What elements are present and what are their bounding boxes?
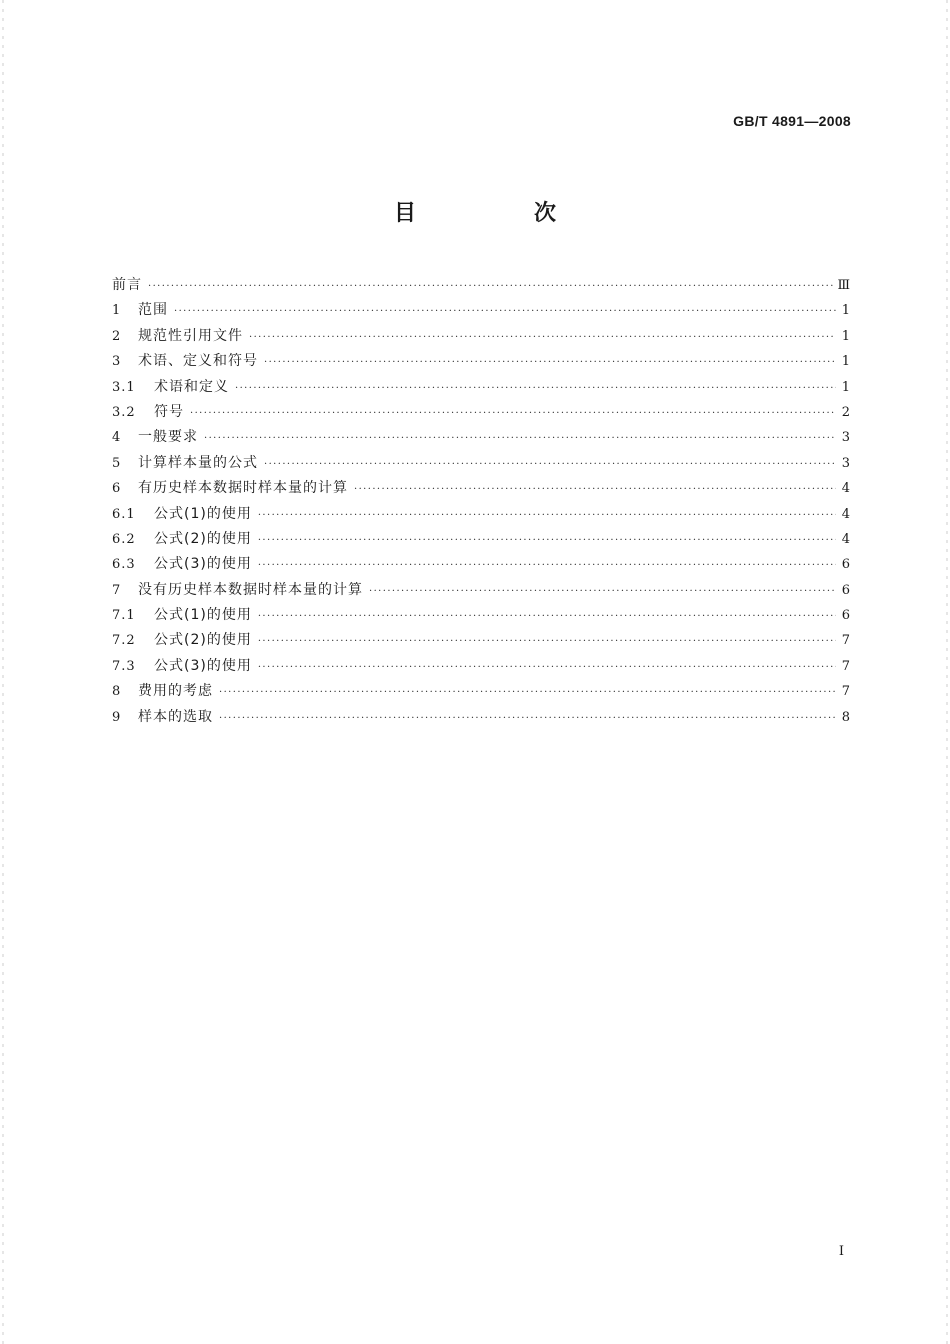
- toc-entry-7-3[interactable]: [112, 654, 850, 679]
- toc-entry-6-1[interactable]: [112, 502, 850, 527]
- toc-entry-title: 公式(2)的使用: [154, 530, 252, 547]
- toc-entry-page: 7: [841, 633, 850, 649]
- toc-dot-leader: [258, 528, 836, 553]
- toc-entry-number: 5: [112, 455, 122, 471]
- toc-entry-number: 7.2: [112, 633, 136, 649]
- toc-entry-title: 公式(1)的使用: [154, 505, 252, 522]
- toc-entry-9[interactable]: [112, 705, 850, 730]
- toc-entry-title: 公式(3)的使用: [154, 657, 252, 674]
- toc-dot-leader: [369, 579, 836, 604]
- toc-dot-leader: [235, 376, 836, 401]
- toc-entry-5[interactable]: [112, 451, 850, 476]
- toc-dot-leader: [190, 401, 836, 426]
- toc-dot-leader: [354, 477, 836, 502]
- toc-entry-page: 2: [841, 404, 850, 420]
- toc-entry-page: 4: [841, 506, 850, 522]
- toc-entry-6-2[interactable]: [112, 527, 850, 552]
- toc-entry-preface[interactable]: [112, 273, 850, 298]
- toc-entry-title: 前言: [112, 277, 142, 293]
- toc-entry-number: 6.2: [112, 531, 136, 547]
- toc-entry-page: 8: [841, 709, 850, 725]
- toc-entry-number: 4: [112, 430, 122, 446]
- toc-entry-page: 6: [841, 557, 850, 573]
- toc-entry-page: 4: [841, 481, 850, 497]
- toc-entry-title: 符号: [154, 403, 184, 420]
- toc-entry-number: 2: [112, 328, 122, 344]
- toc-entry-title: 公式(1)的使用: [154, 607, 252, 624]
- toc-entry-3[interactable]: [112, 349, 850, 374]
- toc-entry-1[interactable]: [112, 298, 850, 323]
- toc-entry-number: 7: [112, 582, 122, 598]
- toc-dot-leader: [258, 604, 836, 629]
- toc-entry-number: 7.1: [112, 608, 136, 624]
- toc-entry-number: 3.2: [112, 404, 136, 420]
- toc-entry-number: 6.1: [112, 506, 136, 522]
- toc-list: [112, 273, 850, 730]
- toc-entry-page: 3: [841, 430, 850, 446]
- toc-dot-leader: [264, 452, 836, 477]
- toc-title: 目 次: [393, 201, 604, 226]
- toc-entry-title: 术语和定义: [154, 378, 229, 395]
- toc-entry-page: Ⅲ: [837, 278, 850, 293]
- toc-entry-page: 6: [841, 582, 850, 598]
- toc-entry-7[interactable]: [112, 578, 850, 603]
- toc-entry-7-2[interactable]: [112, 628, 850, 653]
- toc-dot-leader: [249, 325, 836, 350]
- toc-entry-page: 4: [841, 531, 850, 547]
- toc-entry-6-3[interactable]: [112, 552, 850, 577]
- toc-dot-leader: [174, 299, 836, 324]
- toc-entry-7-1[interactable]: [112, 603, 850, 628]
- toc-entry-page: 7: [841, 684, 850, 700]
- toc-entry-6[interactable]: [112, 476, 850, 501]
- toc-entry-page: 6: [841, 608, 850, 624]
- toc-dot-leader: [264, 350, 836, 375]
- toc-dot-leader: [219, 680, 836, 705]
- toc-entry-page: 3: [841, 455, 850, 471]
- toc-dot-leader: [204, 426, 836, 451]
- toc-entry-title: 公式(2)的使用: [154, 632, 252, 649]
- toc-dot-leader: [148, 274, 833, 299]
- toc-dot-leader: [258, 503, 836, 528]
- toc-entry-2[interactable]: [112, 324, 850, 349]
- toc-entry-number: 3: [112, 354, 122, 370]
- standard-number: GB/T 4891—2008: [733, 113, 851, 129]
- toc-dot-leader: [258, 553, 836, 578]
- toc-entry-title: 规范性引用文件: [138, 327, 243, 344]
- toc-entry-title: 公式(3)的使用: [154, 556, 252, 573]
- toc-entry-page: 1: [841, 379, 850, 395]
- toc-entry-page: 1: [841, 303, 850, 319]
- toc-entry-number: 3.1: [112, 379, 136, 395]
- toc-entry-number: 9: [112, 709, 122, 725]
- toc-entry-8[interactable]: [112, 679, 850, 704]
- toc-entry-title: 有历史样本数据时样本量的计算: [138, 480, 348, 497]
- toc-entry-title: 没有历史样本数据时样本量的计算: [138, 581, 363, 598]
- toc-entry-page: 1: [841, 354, 850, 370]
- toc-dot-leader: [258, 629, 836, 654]
- toc-entry-number: 6.3: [112, 557, 136, 573]
- toc-entry-4[interactable]: [112, 425, 850, 450]
- toc-entry-3-1[interactable]: [112, 375, 850, 400]
- toc-entry-number: 7.3: [112, 658, 136, 674]
- toc-entry-page: 1: [841, 328, 850, 344]
- toc-entry-title: 一般要求: [138, 429, 198, 446]
- toc-entry-title: 费用的考虑: [138, 683, 213, 700]
- toc-entry-page: 7: [841, 658, 850, 674]
- toc-entry-number: 8: [112, 684, 122, 700]
- toc-dot-leader: [219, 706, 836, 731]
- page-number: I: [838, 1244, 844, 1259]
- toc-entry-title: 术语、定义和符号: [138, 353, 258, 370]
- toc-entry-title: 计算样本量的公式: [138, 454, 258, 471]
- toc-dot-leader: [258, 655, 836, 680]
- toc-entry-3-2[interactable]: [112, 400, 850, 425]
- toc-entry-number: 1: [112, 303, 122, 319]
- toc-entry-title: 样本的选取: [138, 708, 213, 725]
- toc-entry-number: 6: [112, 481, 122, 497]
- toc-entry-title: 范围: [138, 302, 168, 319]
